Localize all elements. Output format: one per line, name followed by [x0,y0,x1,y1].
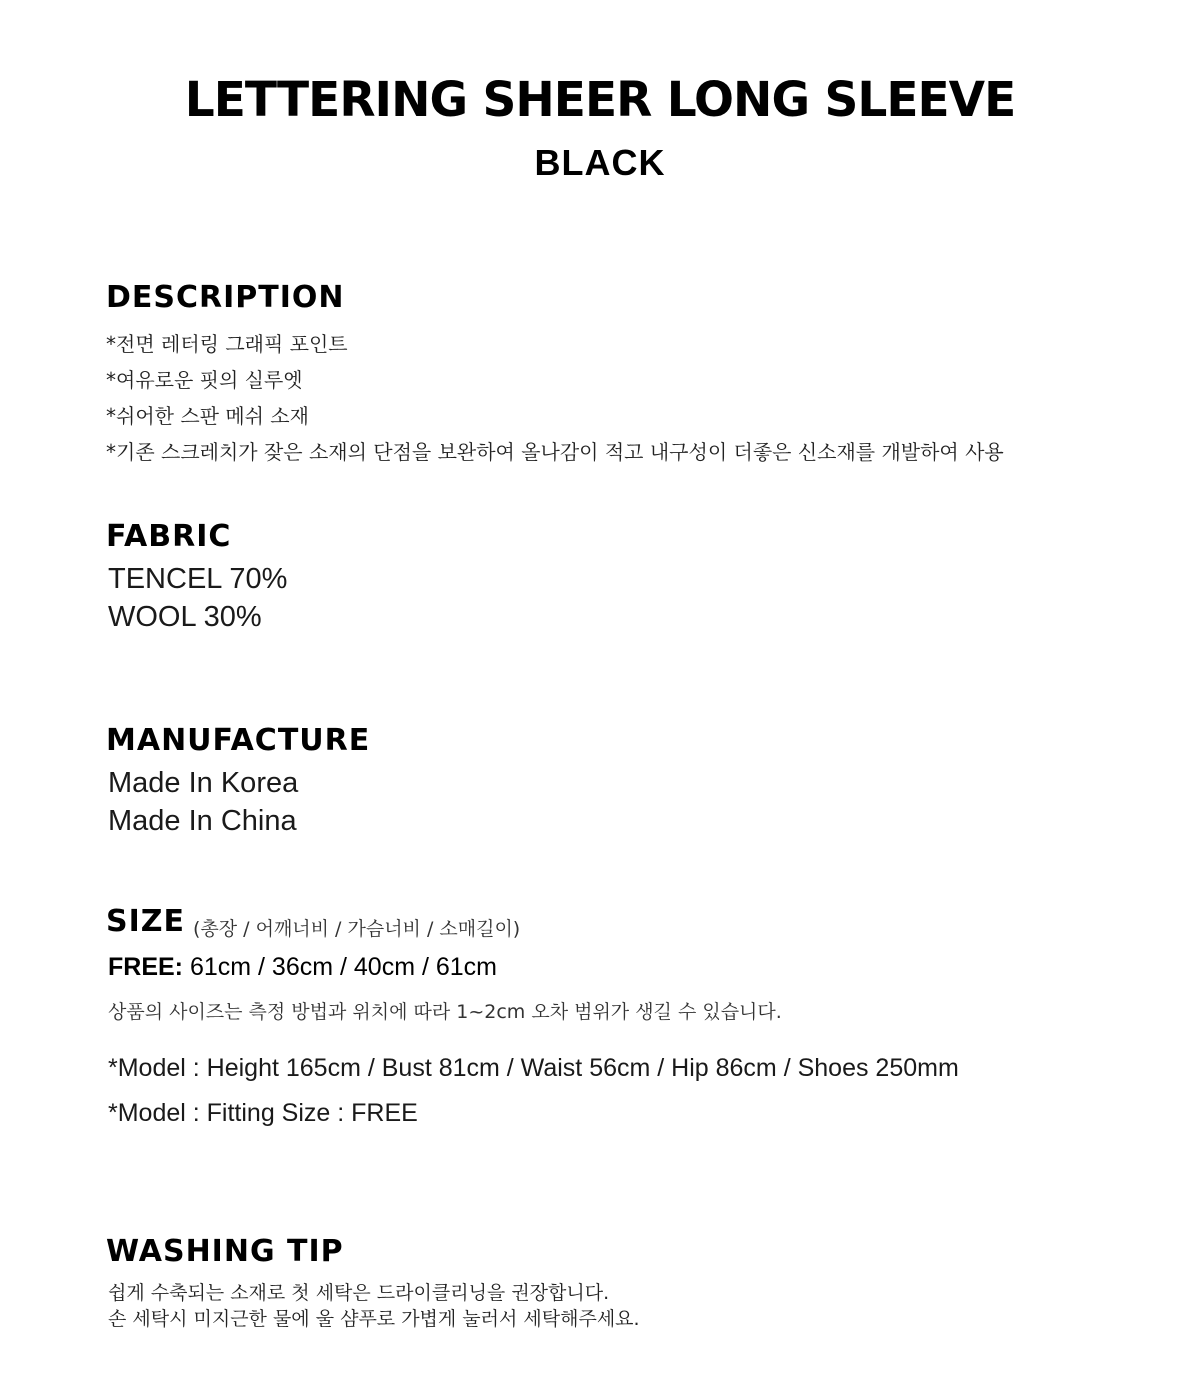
product-color: BLACK [534,142,666,183]
size-disclaimer: 상품의 사이즈는 측정 방법과 위치에 따라 1~2cm 오차 범위가 생길 수 있습니다. [108,1001,782,1023]
fabric-item: WOOL 30% [108,601,262,633]
size-heading: SIZE [106,904,186,939]
manufacture-item: Made In China [108,805,297,837]
description-item: *여유로운 핏의 실루엣 [106,368,303,392]
description-item: *쉬어한 스판 메쉬 소재 [106,404,309,428]
description-item: *전면 레터링 그래픽 포인트 [106,332,348,356]
size-measurement-note: (총장 / 어깨너비 / 가슴너비 / 소매길이) [193,918,521,940]
washing-heading: WASHING TIP [106,1234,344,1269]
size-free-values: 61cm / 36cm / 40cm / 61cm [189,953,497,981]
washing-item: 쉽게 수축되는 소재로 첫 세탁은 드라이클리닝을 권장합니다. [108,1282,610,1304]
product-title: LETTERING SHEER LONG SLEEVE [184,72,1016,128]
model-measurements: *Model : Height 165cm / Bust 81cm / Waist 56cm / Hip 86cm / Shoes 250mm [108,1054,959,1082]
size-free-row [108,953,497,982]
fabric-heading: FABRIC [106,519,232,554]
fabric-item: TENCEL 70% [108,563,288,595]
description-item: *기존 스크레치가 잦은 소재의 단점을 보완하여 올나감이 적고 내구성이 더좋은 신소재를 개발하여 사용 [106,440,1004,464]
manufacture-item: Made In Korea [108,767,299,799]
washing-item: 손 세탁시 미지근한 물에 울 샴푸로 가볍게 눌러서 세탁해주세요. [108,1308,640,1330]
model-fitting-size: *Model : Fitting Size : FREE [108,1099,418,1127]
manufacture-heading: MANUFACTURE [106,723,371,758]
description-heading: DESCRIPTION [106,280,345,315]
size-free-label: FREE: [108,953,183,981]
